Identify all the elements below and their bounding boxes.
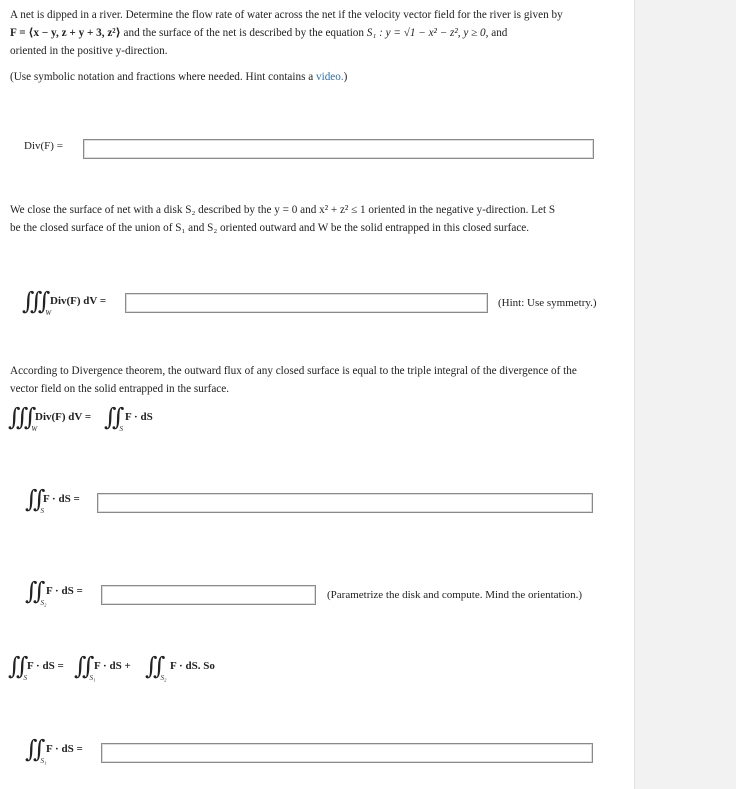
flux-s2-label: F · dS = <box>46 585 83 597</box>
integral-subscript-w: W <box>45 309 52 317</box>
problem-intro: A net is dipped in a river. Determine the flow rate of water across the net if the velocity vector field for the river is given by <box>10 9 563 21</box>
triple-integral-input[interactable] <box>125 293 488 313</box>
surface-text: and the surface of the net is described by the equation <box>123 27 364 39</box>
flux-sum-equation <box>8 655 238 685</box>
instructions-close: ) <box>343 71 348 83</box>
sum-term1: F · dS = <box>27 660 64 672</box>
div-dv-label: Div(F) dV = <box>50 295 107 307</box>
theorem-rhs: F · dS <box>125 411 153 423</box>
flux-s1-label: F · dS = <box>46 743 83 755</box>
sum-subscript-s1: S₁ <box>89 674 96 682</box>
flux-s2-input[interactable] <box>101 585 316 605</box>
theorem-subscript-s: S <box>119 425 123 433</box>
sum-term3: F · dS. So <box>170 660 215 672</box>
div-f-label: Div(F) = <box>24 140 63 152</box>
video-link[interactable]: video. <box>316 71 344 83</box>
surface-equation: S₁ : y = √1 − x² − z², y ≥ 0, <box>366 27 489 39</box>
sum-term2: F · dS + <box>94 660 131 672</box>
div-f-input[interactable] <box>83 139 594 159</box>
velocity-field: F = ⟨x − y, z + y + 3, z²⟩ <box>10 27 121 39</box>
symmetry-hint: (Hint: Use symmetry.) <box>498 297 597 309</box>
closed-surface-line2: be the closed surface of the union of S₁ and S₂ oriented outward and W be the solid entrapped in this closed surface. <box>10 222 530 234</box>
sum-subscript-s2: S₂ <box>160 674 167 682</box>
sum-subscript-s: S <box>23 674 27 682</box>
flux-s-subscript: S <box>40 507 44 515</box>
theorem-lhs: Div(F) dV = <box>35 411 92 423</box>
flux-s2-subscript: S₂ <box>40 599 47 607</box>
flux-s2-expression <box>25 580 105 610</box>
flux-s-label: F · dS = <box>43 493 80 505</box>
theorem-double-integral: ∬ <box>104 405 118 431</box>
triple-integral-symbol: ∭ <box>22 289 44 315</box>
divergence-theorem-equation <box>8 406 208 434</box>
orientation-text: oriented in the positive y-direction. <box>10 45 168 57</box>
sum-integral-s: ∬ <box>8 654 22 680</box>
sum-integral-s1: ∬ <box>74 654 88 680</box>
divergence-line1: According to Divergence theorem, the outward flux of any closed surface is equal to the triple integral of the divergence of the <box>10 365 577 377</box>
triple-integral-expression <box>22 289 126 317</box>
theorem-subscript-w: W <box>31 425 38 433</box>
instructions-text: (Use symbolic notation and fractions where needed. Hint contains a <box>10 71 314 83</box>
divergence-theorem-text <box>10 362 625 398</box>
flux-s-expression <box>25 488 105 516</box>
flux-s1-input[interactable] <box>101 743 593 763</box>
parametrize-hint: (Parametrize the disk and compute. Mind the orientation.) <box>327 589 583 601</box>
theorem-triple-integral: ∭ <box>8 405 30 431</box>
closed-surface-text <box>10 201 625 237</box>
divergence-line2: vector field on the solid entrapped in the surface. <box>10 383 230 395</box>
right-sidebar <box>634 0 736 789</box>
closed-surface-line1: We close the surface of net with a disk S₂ described by the y = 0 and x² + z² ≤ 1 oriented in the negative y-direction. Let S <box>10 204 556 216</box>
flux-s1-integral: ∬ <box>25 737 39 763</box>
flux-s1-expression <box>25 738 105 768</box>
flux-s-integral: ∬ <box>25 487 39 513</box>
flux-s2-integral: ∬ <box>25 579 39 605</box>
instructions <box>10 68 347 86</box>
flux-s1-subscript: S₁ <box>40 757 47 765</box>
and-word: and <box>491 27 508 39</box>
problem-statement <box>10 6 610 60</box>
flux-s-input[interactable] <box>97 493 593 513</box>
sum-integral-s2: ∬ <box>145 654 159 680</box>
